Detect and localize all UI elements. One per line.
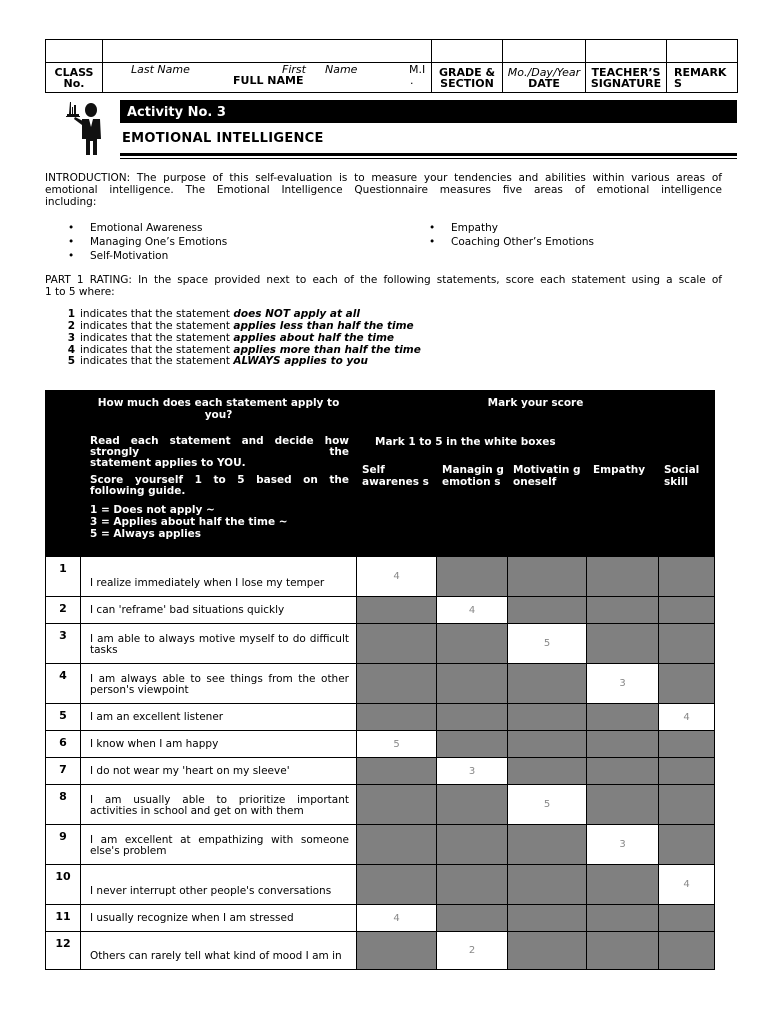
shaded-cell bbox=[587, 865, 659, 905]
shaded-cell bbox=[357, 865, 437, 905]
shaded-cell bbox=[587, 932, 659, 970]
shaded-cell bbox=[659, 557, 715, 597]
header-corner bbox=[46, 391, 81, 432]
statement-number: 10 bbox=[46, 865, 81, 905]
statement-number: 4 bbox=[46, 664, 81, 704]
teacher-signature-cell[interactable] bbox=[586, 40, 667, 63]
shaded-cell bbox=[437, 624, 508, 664]
shaded-cell bbox=[659, 825, 715, 865]
full-name-label bbox=[103, 63, 432, 93]
shaded-cell bbox=[508, 905, 587, 932]
table-row bbox=[46, 557, 715, 597]
shaded-cell bbox=[357, 597, 437, 624]
shaded-cell bbox=[587, 905, 659, 932]
statement-number: 9 bbox=[46, 825, 81, 865]
intro-line-2: emotional intelligence. The Emotional Intelligence Questionnaire measures five areas of emotional intelligence bbox=[45, 184, 722, 196]
column-social-skill: Social skill bbox=[659, 459, 715, 557]
title-rule-thick bbox=[120, 153, 737, 156]
score-box[interactable]: 4 bbox=[357, 905, 437, 932]
shaded-cell bbox=[437, 785, 508, 825]
score-box[interactable]: 4 bbox=[437, 597, 508, 624]
score-box[interactable]: 3 bbox=[587, 664, 659, 704]
area-item: • Empathy bbox=[451, 222, 498, 234]
part1-line-1: PART 1 RATING: In the space provided next to each of the following statements, score each statement using a scale of bbox=[45, 274, 722, 286]
shaded-cell bbox=[508, 758, 587, 785]
statement-rows bbox=[46, 557, 715, 970]
mi-dot: . bbox=[410, 74, 414, 87]
statement-number: 6 bbox=[46, 731, 81, 758]
shaded-cell bbox=[508, 557, 587, 597]
shaded-cell bbox=[659, 785, 715, 825]
shaded-cell bbox=[437, 704, 508, 731]
table-row bbox=[46, 825, 715, 865]
statement-number: 1 bbox=[46, 557, 81, 597]
intro-line-1: INTRODUCTION: The purpose of this self-evaluation is to measure your tendencies and abilities within various areas of bbox=[45, 172, 722, 184]
scale-row: 3 indicates that the statement applies about half the time bbox=[67, 332, 395, 344]
shaded-cell bbox=[357, 785, 437, 825]
title-rule-thin bbox=[120, 158, 737, 159]
shaded-cell bbox=[508, 664, 587, 704]
shaded-cell bbox=[587, 624, 659, 664]
shaded-cell bbox=[587, 557, 659, 597]
shaded-cell bbox=[357, 932, 437, 970]
score-header: Mark your score bbox=[357, 391, 715, 432]
table-row bbox=[46, 731, 715, 758]
statement-text: I realize immediately when I lose my temper bbox=[81, 557, 357, 597]
shaded-cell bbox=[508, 704, 587, 731]
scale-row: 5 indicates that the statement ALWAYS applies to you bbox=[67, 355, 368, 367]
shaded-cell bbox=[437, 865, 508, 905]
statement-text: I usually recognize when I am stressed bbox=[81, 905, 357, 932]
area-item: • Self-Motivation bbox=[90, 250, 168, 262]
scale-row: 1 indicates that the statement does NOT apply at all bbox=[67, 308, 360, 320]
shaded-cell bbox=[587, 758, 659, 785]
shaded-cell bbox=[508, 731, 587, 758]
guide-line: 3 = Applies about half the time ~ bbox=[90, 516, 288, 528]
header-corner bbox=[46, 432, 81, 557]
activity-number-banner: Activity No. 3 bbox=[120, 100, 737, 123]
shaded-cell bbox=[437, 664, 508, 704]
name-label: Name bbox=[325, 63, 358, 76]
shaded-cell bbox=[659, 758, 715, 785]
statement-number: 2 bbox=[46, 597, 81, 624]
shaded-cell bbox=[659, 664, 715, 704]
area-item: • Coaching Other’s Emotions bbox=[451, 236, 594, 248]
shaded-cell bbox=[437, 825, 508, 865]
activity-title: EMOTIONAL INTELLIGENCE bbox=[122, 131, 324, 146]
grade-section-cell[interactable] bbox=[432, 40, 503, 63]
first-name-label: First bbox=[282, 63, 306, 76]
score-box[interactable]: 5 bbox=[357, 731, 437, 758]
statement-text: I know when I am happy bbox=[81, 731, 357, 758]
statement-number: 11 bbox=[46, 905, 81, 932]
shaded-cell bbox=[659, 624, 715, 664]
student-info-table bbox=[45, 39, 738, 93]
class-no-label: CLASS No. bbox=[46, 63, 103, 93]
shaded-cell bbox=[357, 624, 437, 664]
question-header: How much does each statement apply to you? bbox=[81, 391, 357, 432]
last-name-label: Last Name bbox=[131, 63, 190, 76]
shaded-cell bbox=[508, 825, 587, 865]
statement-text: I am usually able to prioritize important activities in school and get on with them bbox=[81, 785, 357, 825]
shaded-cell bbox=[587, 597, 659, 624]
shaded-cell bbox=[587, 785, 659, 825]
table-row bbox=[46, 905, 715, 932]
remarks-label: REMARK S bbox=[667, 63, 738, 93]
statement-text: Others can rarely tell what kind of mood I am in bbox=[81, 932, 357, 970]
statement-number: 8 bbox=[46, 785, 81, 825]
statement-text: I am able to always motive myself to do difficult tasks bbox=[81, 624, 357, 664]
table-row bbox=[46, 704, 715, 731]
shaded-cell bbox=[508, 932, 587, 970]
statement-number: 3 bbox=[46, 624, 81, 664]
intro-line-3: including: bbox=[45, 196, 97, 208]
instructions-guide: Score yourself 1 to 5 based on the following guide. bbox=[90, 474, 349, 497]
shaded-cell bbox=[659, 597, 715, 624]
shaded-cell bbox=[587, 731, 659, 758]
scale-row: 2 indicates that the statement applies less than half the time bbox=[67, 320, 414, 332]
score-box[interactable]: 4 bbox=[659, 865, 715, 905]
score-box[interactable]: 3 bbox=[587, 825, 659, 865]
guide-line: 1 = Does not apply ~ bbox=[90, 504, 215, 516]
score-box[interactable]: 4 bbox=[357, 557, 437, 597]
shaded-cell bbox=[508, 597, 587, 624]
full-name-cell[interactable] bbox=[103, 40, 432, 63]
table-row bbox=[46, 865, 715, 905]
statement-number: 12 bbox=[46, 932, 81, 970]
table-row bbox=[46, 932, 715, 970]
table-row bbox=[46, 785, 715, 825]
statement-text: I can 'reframe' bad situations quickly bbox=[81, 597, 357, 624]
shaded-cell bbox=[437, 905, 508, 932]
statement-text: I am an excellent listener bbox=[81, 704, 357, 731]
date-label: Mo./Day/Year DATE bbox=[503, 63, 586, 93]
area-item: • Managing One’s Emotions bbox=[90, 236, 227, 248]
area-item: • Emotional Awareness bbox=[90, 222, 202, 234]
teacher-signature-label: TEACHER’S SIGNATURE bbox=[586, 63, 667, 93]
statement-text: I do not wear my 'heart on my sleeve' bbox=[81, 758, 357, 785]
score-box[interactable]: 2 bbox=[437, 932, 508, 970]
waiter-icon bbox=[64, 97, 104, 157]
date-cell[interactable] bbox=[503, 40, 586, 63]
shaded-cell bbox=[587, 704, 659, 731]
table-row bbox=[46, 597, 715, 624]
grade-section-label: GRADE & SECTION bbox=[432, 63, 503, 93]
shaded-cell bbox=[357, 758, 437, 785]
class-no-cell[interactable] bbox=[46, 40, 103, 63]
part1-line-2: 1 to 5 where: bbox=[45, 286, 115, 298]
score-box[interactable]: 5 bbox=[508, 624, 587, 664]
shaded-cell bbox=[437, 557, 508, 597]
full-name-title: FULL NAME bbox=[233, 74, 304, 87]
remarks-cell[interactable] bbox=[667, 40, 738, 63]
mi-label: M.I bbox=[409, 63, 426, 76]
instructions-cell bbox=[81, 432, 357, 557]
statement-number: 5 bbox=[46, 704, 81, 731]
instructions-line: statement applies to YOU. bbox=[90, 457, 246, 469]
statement-text: I never interrupt other people's conversations bbox=[81, 865, 357, 905]
score-box[interactable]: 3 bbox=[437, 758, 508, 785]
table-row bbox=[46, 624, 715, 664]
shaded-cell bbox=[508, 865, 587, 905]
shaded-cell bbox=[659, 905, 715, 932]
statement-number: 7 bbox=[46, 758, 81, 785]
table-row bbox=[46, 758, 715, 785]
statement-text: I am always able to see things from the other person's viewpoint bbox=[81, 664, 357, 704]
column-managing-emotions: Managin g emotion s bbox=[437, 459, 508, 557]
shaded-cell bbox=[357, 825, 437, 865]
scale-row: 4 indicates that the statement applies more than half the time bbox=[67, 344, 421, 356]
guide-line: 5 = Always applies bbox=[90, 528, 202, 540]
score-box[interactable]: 4 bbox=[659, 704, 715, 731]
mark-instruction: Mark 1 to 5 in the white boxes bbox=[357, 432, 715, 459]
statement-text: I am excellent at empathizing with someone else's problem bbox=[81, 825, 357, 865]
column-motivating-oneself: Motivatin g oneself bbox=[508, 459, 587, 557]
shaded-cell bbox=[659, 731, 715, 758]
column-self-awareness: Self awarenes s bbox=[357, 459, 437, 557]
shaded-cell bbox=[437, 731, 508, 758]
shaded-cell bbox=[659, 932, 715, 970]
column-empathy: Empathy bbox=[587, 459, 659, 557]
table-row bbox=[46, 664, 715, 704]
shaded-cell bbox=[357, 664, 437, 704]
score-box[interactable]: 5 bbox=[508, 785, 587, 825]
questionnaire-table bbox=[45, 390, 715, 970]
instructions-line: Read each statement and decide how strongly the bbox=[90, 435, 349, 458]
shaded-cell bbox=[357, 704, 437, 731]
